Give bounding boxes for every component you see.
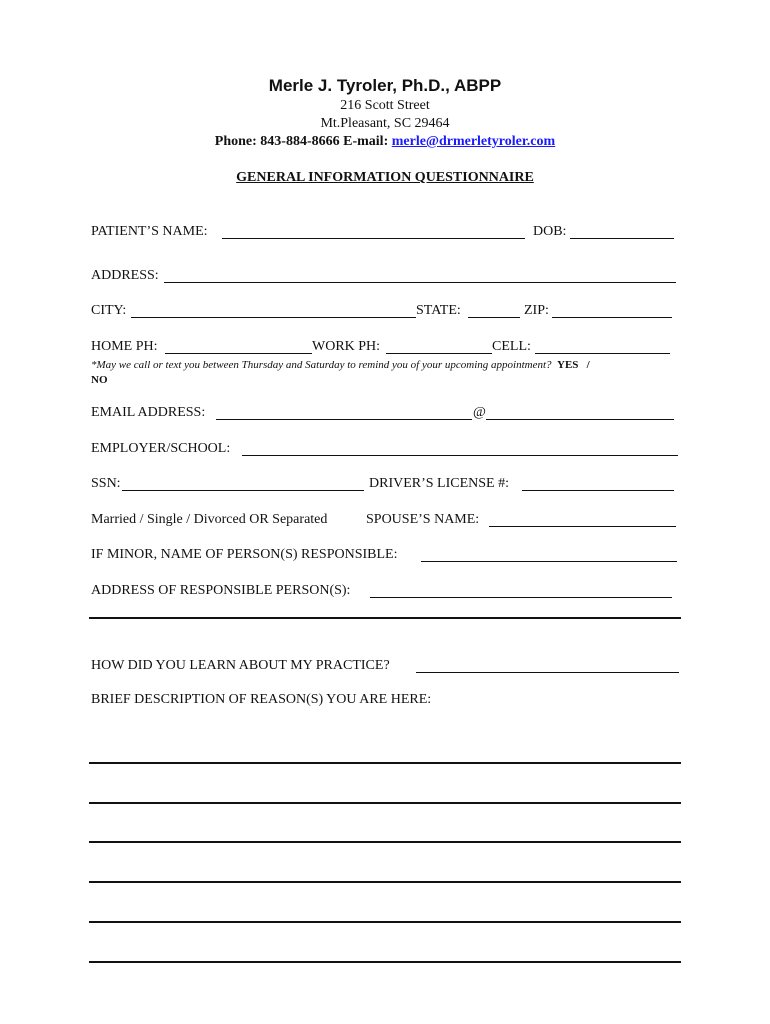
drivers-license-label: DRIVER’S LICENSE #: [369, 476, 509, 491]
employer-field[interactable] [242, 455, 678, 456]
reason-line-1[interactable] [89, 762, 681, 764]
option-separator: / [586, 359, 590, 371]
reminder-consent [91, 358, 671, 388]
city-field[interactable] [131, 317, 416, 318]
spouse-name-field[interactable] [489, 526, 676, 527]
drivers-license-field[interactable] [522, 490, 674, 491]
state-field[interactable] [468, 317, 520, 318]
reminder-question: *May we call or text you between Thursday and Saturday to remind you of your upcoming appointment? [91, 359, 552, 371]
responsible-address-line-2[interactable] [89, 617, 681, 619]
form-title [0, 170, 770, 186]
patient-name-field[interactable] [222, 238, 525, 239]
work-phone-field[interactable] [386, 353, 492, 354]
street-address: 216 Scott Street [340, 98, 430, 113]
home-phone-field[interactable] [165, 353, 312, 354]
address-field[interactable] [164, 282, 676, 283]
cell-phone-label: CELL: [492, 339, 531, 354]
zip-field[interactable] [552, 317, 672, 318]
no-option[interactable]: NO [91, 374, 108, 386]
dob-field[interactable] [570, 238, 674, 239]
employer-label: EMPLOYER/SCHOOL: [91, 441, 231, 456]
phone-text: Phone: 843-884-8666 [214, 134, 340, 149]
form-title-text: GENERAL INFORMATION QUESTIONNAIRE [236, 170, 534, 185]
dob-label: DOB: [533, 224, 567, 239]
email-address-label: EMAIL ADDRESS: [91, 405, 206, 420]
email-label: E-mail: [343, 134, 389, 149]
reason-line-6[interactable] [89, 961, 681, 963]
spouse-name-label: SPOUSE’S NAME: [366, 512, 480, 527]
zip-label: ZIP: [524, 303, 549, 318]
yes-option[interactable]: YES [557, 359, 579, 371]
work-phone-label: WORK PH: [312, 339, 381, 354]
reason-line-3[interactable] [89, 841, 681, 843]
home-phone-label: HOME PH: [91, 339, 158, 354]
minor-responsible-label: IF MINOR, NAME OF PERSON(S) RESPONSIBLE: [91, 547, 398, 562]
contact-line [0, 134, 770, 150]
email-at-sign: @ [473, 405, 486, 420]
reason-line-4[interactable] [89, 881, 681, 883]
email-domain-field[interactable] [486, 419, 674, 420]
address-label: ADDRESS: [91, 268, 159, 283]
reason-line-5[interactable] [89, 921, 681, 923]
responsible-address-field[interactable] [370, 597, 672, 598]
email-link[interactable]: merle@drmerletyroler.com [391, 134, 556, 149]
practitioner-name: Merle J. Tyroler, Ph.D., ABPP [268, 76, 502, 95]
referral-source-field[interactable] [416, 672, 679, 673]
reason-line-2[interactable] [89, 802, 681, 804]
reason-label: BRIEF DESCRIPTION OF REASON(S) YOU ARE HERE: [91, 692, 432, 707]
patient-name-label: PATIENT’S NAME: [91, 224, 208, 239]
ssn-field[interactable] [122, 490, 364, 491]
email-user-field[interactable] [216, 419, 472, 420]
city-state-zip: Mt.Pleasant, SC 29464 [320, 116, 450, 131]
ssn-label: SSN: [91, 476, 121, 491]
city-label: CITY: [91, 303, 127, 318]
state-label: STATE: [416, 303, 461, 318]
referral-source-label: HOW DID YOU LEARN ABOUT MY PRACTICE? [91, 658, 390, 673]
minor-responsible-field[interactable] [421, 561, 677, 562]
marital-status-options[interactable]: Married / Single / Divorced OR Separated [91, 512, 328, 527]
cell-phone-field[interactable] [535, 353, 670, 354]
responsible-address-label: ADDRESS OF RESPONSIBLE PERSON(S): [91, 583, 351, 598]
